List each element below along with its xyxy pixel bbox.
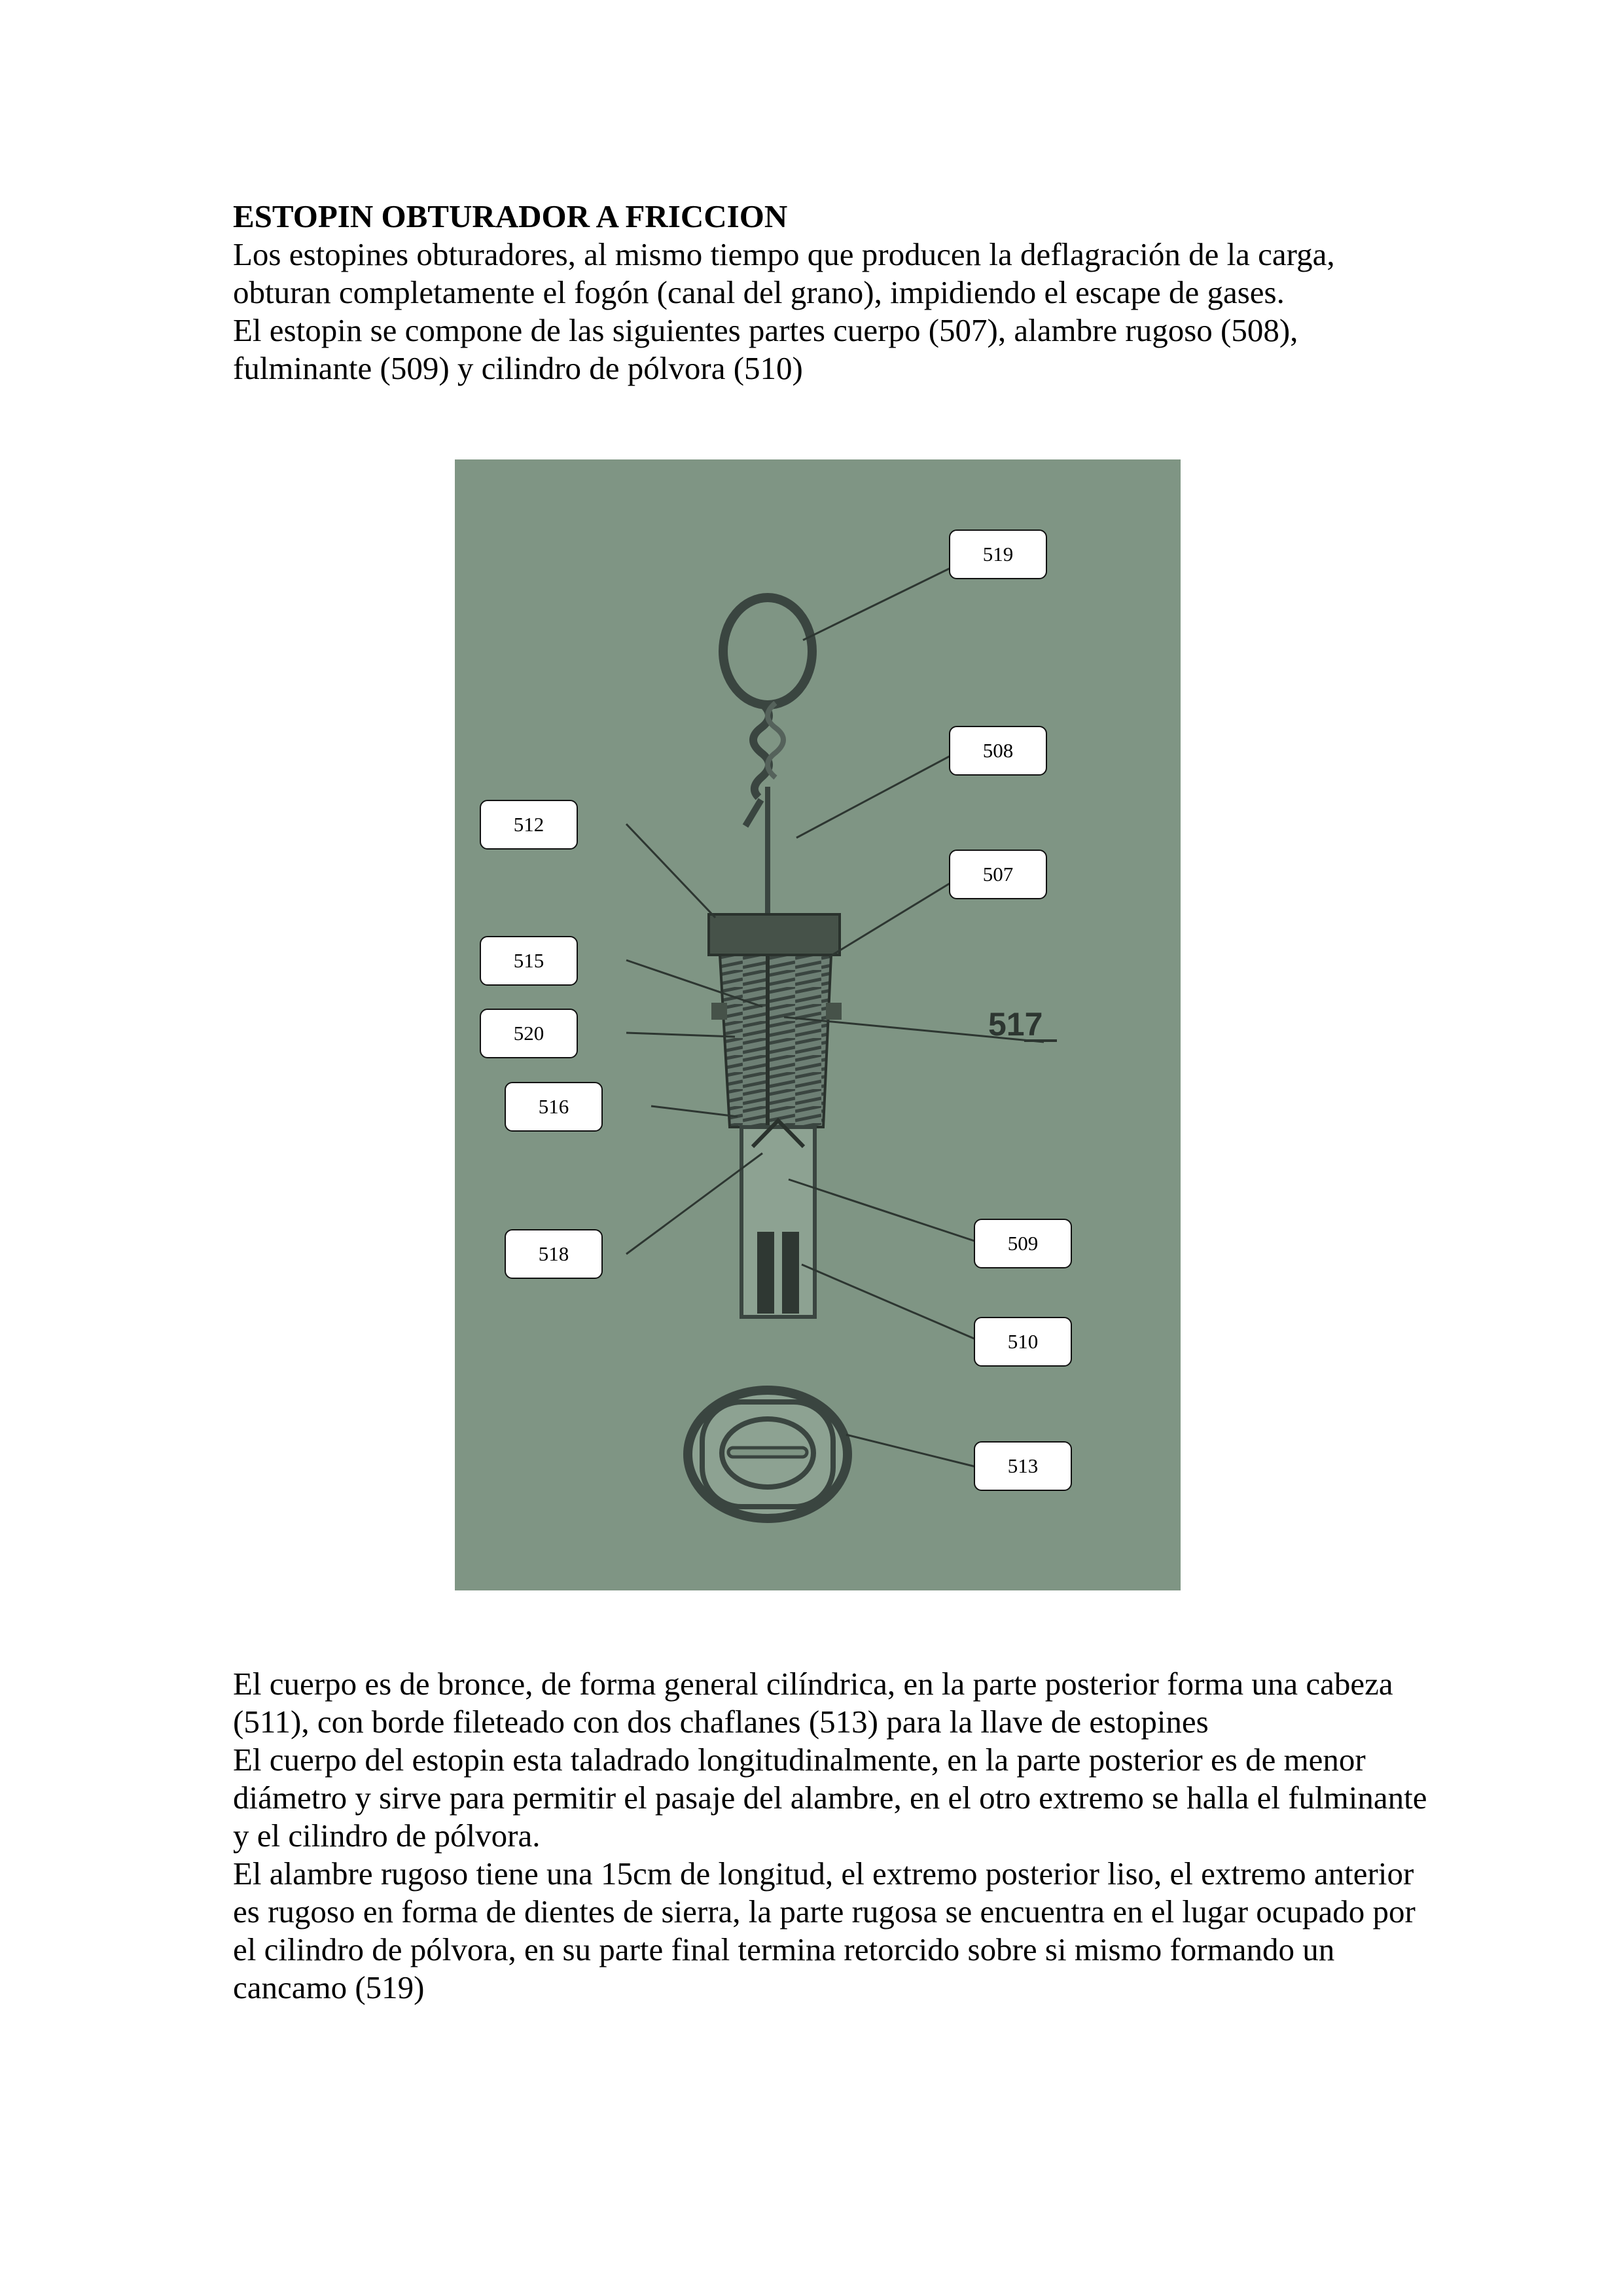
lower-tube bbox=[741, 1127, 815, 1317]
callout-520: 520 bbox=[480, 1009, 578, 1058]
callout-509: 509 bbox=[974, 1219, 1072, 1268]
head-slot bbox=[728, 1448, 807, 1457]
callout-508: 508 bbox=[949, 726, 1047, 776]
document-title: ESTOPIN OBTURADOR A FRICCION bbox=[233, 198, 788, 234]
label-517: 517 bbox=[988, 1006, 1043, 1043]
powder-cylinder-left bbox=[757, 1232, 774, 1314]
callout-516: 516 bbox=[505, 1082, 603, 1132]
callout-507: 507 bbox=[949, 850, 1047, 899]
threaded-body bbox=[720, 955, 831, 1127]
callout-519: 519 bbox=[949, 529, 1047, 579]
intro-paragraph-1: Los estopines obturadores, al mismo tiempo que producen la deflagración de la carga, obturan completamente el fogón (canal del grano), impidiendo el escape de gases. bbox=[233, 236, 1335, 310]
body-paragraph-2: El cuerpo del estopin esta taladrado longitudinalmente, en la parte posterior es de menor diámetro y sirve para permitir el pasaje del alambre, en el otro extremo se halla el fulminante y el cilindro de pólvora. bbox=[233, 1742, 1427, 1854]
powder-cylinder-right bbox=[782, 1232, 799, 1314]
body-head bbox=[709, 914, 840, 955]
callout-515: 515 bbox=[480, 936, 578, 986]
body-shoulder-right bbox=[826, 1003, 842, 1020]
intro-section bbox=[233, 198, 1431, 387]
callout-518: 518 bbox=[505, 1229, 603, 1279]
callout-510: 510 bbox=[974, 1317, 1072, 1367]
callout-512: 512 bbox=[480, 800, 578, 850]
callout-513: 513 bbox=[974, 1441, 1072, 1491]
estopin-diagram bbox=[455, 459, 1181, 1590]
body-paragraph-1: El cuerpo es de bronce, de forma general cilíndrica, en la parte posterior forma una cabeza (511), con borde fileteado con dos chaflanes (513) para la llave de estopines bbox=[233, 1666, 1393, 1740]
body-section bbox=[233, 1665, 1431, 2007]
body-shoulder-left bbox=[711, 1003, 727, 1020]
intro-paragraph-2: El estopin se compone de las siguientes partes cuerpo (507), alambre rugoso (508), fulminante (509) y cilindro de pólvora (510) bbox=[233, 312, 1298, 386]
body-paragraph-3: El alambre rugoso tiene una 15cm de longitud, el extremo posterior liso, el extremo anterior es rugoso en forma de dientes de sierra, la parte rugosa se encuentra en el lugar ocupado por el cilindro de pólvora, en su parte final termina retorcido sobre si mismo formando un cancamo (519) bbox=[233, 1856, 1416, 2005]
